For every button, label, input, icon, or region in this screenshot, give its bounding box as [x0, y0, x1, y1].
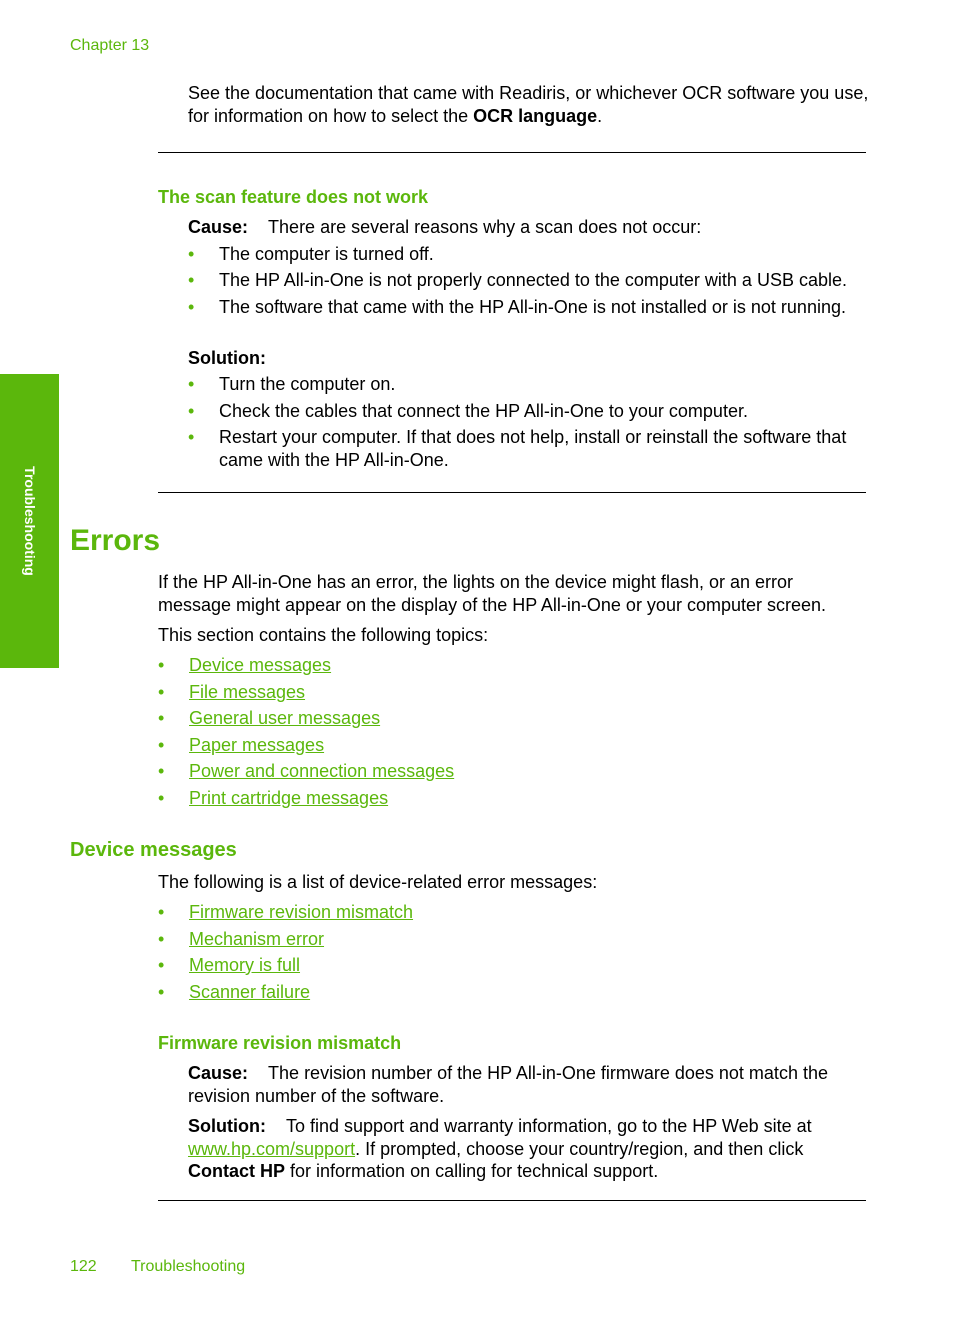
- device-heading: Device messages: [70, 839, 237, 861]
- scan-cause: Cause: There are several reasons why a scan does not occur:: [188, 217, 702, 237]
- divider: [158, 492, 866, 493]
- scan-heading: The scan feature does not work: [158, 187, 429, 207]
- firmware-solution: Solution: To find support and warranty information, go to the HP Web site at www.hp.com/support. If prompted, choose your country/region, and then click Contact HP for information on calling for technical support.: [188, 1116, 812, 1181]
- link-file-messages[interactable]: File messages: [189, 682, 306, 702]
- footer-section: Troubleshooting: [131, 1258, 246, 1275]
- link-print-cartridge-messages[interactable]: Print cartridge messages: [189, 788, 389, 808]
- divider: [158, 152, 866, 153]
- link-memory-full[interactable]: Memory is full: [189, 955, 301, 975]
- divider: [158, 1200, 866, 1201]
- chapter-header: Chapter 13: [70, 37, 150, 54]
- errors-paragraph: If the HP All-in-One has an error, the lights on the device might flash, or an error message might appear on the display of the HP All-in-One or your computer screen.: [158, 572, 827, 615]
- link-mechanism-error[interactable]: Mechanism error: [189, 929, 325, 949]
- link-firmware-mismatch[interactable]: Firmware revision mismatch: [189, 902, 414, 922]
- side-tab: [0, 374, 59, 668]
- errors-title: Errors: [70, 524, 161, 557]
- link-paper-messages[interactable]: Paper messages: [189, 735, 325, 755]
- hp-support-link[interactable]: www.hp.com/support: [188, 1138, 356, 1159]
- link-device-messages[interactable]: Device messages: [189, 655, 332, 675]
- firmware-cause: Cause: The revision number of the HP All-in-One firmware does not match the revision number of the software.: [188, 1063, 828, 1106]
- intro-paragraph: See the documentation that came with Readiris, or whichever OCR software you use, for information on how to select the OCR language.: [188, 83, 869, 126]
- device-intro: The following is a list of device-related error messages:: [158, 872, 598, 892]
- errors-topics-intro: This section contains the following topics:: [158, 625, 489, 645]
- page-number: 122: [70, 1258, 97, 1275]
- ocr-language-term: OCR language: [473, 105, 598, 126]
- link-scanner-failure[interactable]: Scanner failure: [189, 982, 311, 1002]
- link-general-user-messages[interactable]: General user messages: [189, 708, 381, 728]
- contact-hp-term: Contact HP: [188, 1161, 286, 1181]
- scan-solution-label: Solution:: [188, 348, 266, 368]
- link-power-connection-messages[interactable]: Power and connection messages: [189, 761, 455, 781]
- side-tab-label: Troubleshooting: [21, 466, 38, 576]
- firmware-heading: Firmware revision mismatch: [158, 1033, 402, 1053]
